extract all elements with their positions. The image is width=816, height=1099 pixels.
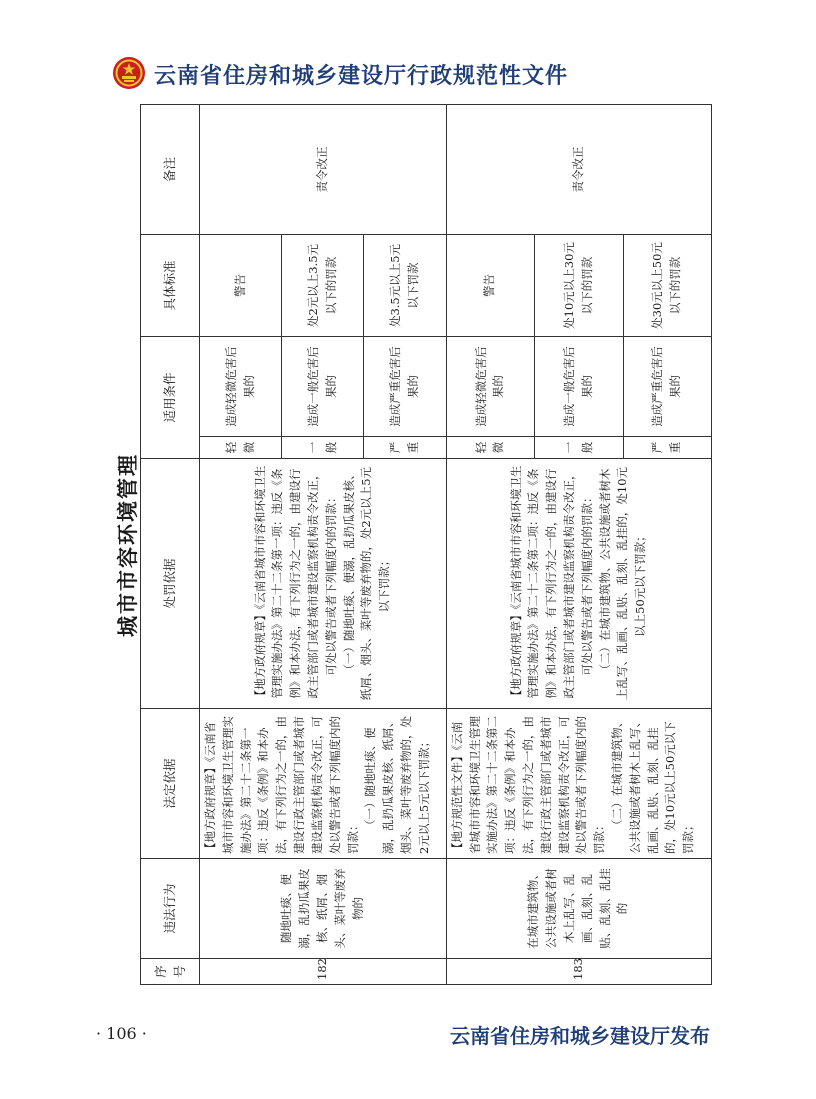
- standard-cell: 警告: [446, 234, 534, 336]
- rotated-content: [112, 105, 712, 985]
- col-header-act: 违法行为: [141, 859, 200, 959]
- table-row: [200, 104, 282, 984]
- condition-cell: 造成严重危害后果的: [623, 336, 712, 436]
- standard-cell: 处30元以上50元以下的罚款: [623, 234, 712, 336]
- col-header-legal: 法定依据: [141, 709, 200, 859]
- page-number: · 106 ·: [96, 1024, 147, 1043]
- level-label: 严重: [364, 437, 446, 459]
- standard-cell: 警告: [200, 234, 282, 336]
- penalty-basis-para: 【地方政府规章】《云南省城市市容和环境卫生管理实施办法》第二十二条第一项：违反《条例》和本办法，有下列行为之一的，由建设行政主管部门或者城市建设监察机构责令改正，可处以警告或者下列幅度内的罚款：: [252, 465, 338, 702]
- violation-act: 随地吐痰、便溺，乱扔瓜果皮核、纸屑、烟头、菜叶等废弃物的: [200, 859, 447, 959]
- penalty-basis-para: （一）随地吐痰、便溺，乱扔瓜果皮核、纸屑、烟头、菜叶等废弃物的，处2元以上5元以下罚款；: [341, 466, 392, 701]
- level-label: 一般: [282, 437, 364, 459]
- standard-cell: 处2元以上3.5元以下的罚款: [282, 234, 364, 336]
- legal-basis: [446, 709, 711, 859]
- section-title: 城市市容环境管理: [115, 453, 140, 637]
- penalty-basis-para: （二）在城市建筑物、公共设施或者树木上乱写、乱画、乱贴、乱刻、乱挂的，处10元以上50元以下罚款；: [597, 466, 648, 701]
- col-header-no: 序号: [141, 959, 200, 985]
- penalty-basis: [446, 459, 711, 709]
- header-title: 云南省住房和城乡建设厅行政规范性文件: [154, 64, 569, 89]
- penalty-basis: [200, 459, 447, 709]
- level-label: 一般: [535, 437, 623, 459]
- page-header: [112, 52, 752, 96]
- col-header-penalty: 处罚依据: [141, 459, 200, 709]
- legal-basis: [200, 709, 447, 859]
- violation-act: 在城市建筑物、公共设施或者树木上乱写、乱画、乱刻、乱贴、乱刻、乱挂的: [446, 859, 711, 959]
- penalty-table: [140, 104, 712, 985]
- publisher-footer: 云南省住房和城乡建设厅发布: [450, 1024, 710, 1048]
- level-label: 轻微: [200, 437, 282, 459]
- standard-cell: 处10元以上30元以下的罚款: [535, 234, 623, 336]
- legal-basis-para: （二）在城市建筑物、公共设施或者树木上乱写、乱画、乱贴、乱刻、乱挂的，处10元以上50元以下罚款；: [610, 716, 696, 854]
- level-label: 轻微: [446, 437, 534, 459]
- penalty-basis-para: 【地方政府规章】《云南省城市市容和环境卫生管理实施办法》第二十二条第二项：违反《条例》和本办法，有下列行为之一的，由建设行政主管部门或者城市建设监察机构责令改正，可处以警告或者下列幅度内的罚款：: [508, 465, 594, 702]
- col-header-condition: 适用条件: [141, 336, 200, 458]
- condition-cell: 造成轻微危害后果的: [200, 336, 282, 436]
- table-header-row: [141, 104, 200, 984]
- remark-cell: 责令改正: [200, 104, 447, 234]
- condition-cell: 造成一般危害后果的: [535, 336, 623, 436]
- legal-basis-para: 【地方规范性文件】《云南省城市市容和环境卫生管理实施办法》第二十二条第二项：违反《条例》和本办法，有下列行为之一的，由建设行政主管部门或者城市建设监察机构责令改正，可处以警告或者下列幅度内的罚款：: [449, 716, 607, 854]
- national-emblem-icon: [112, 56, 146, 90]
- row-number: 182: [200, 959, 447, 985]
- remark-cell: 责令改正: [446, 104, 711, 234]
- condition-cell: 造成严重危害后果的: [364, 336, 446, 436]
- condition-cell: 造成轻微危害后果的: [446, 336, 534, 436]
- col-header-standard: 具体标准: [141, 234, 200, 336]
- standard-cell: 处3.5元以上5元以下罚款: [364, 234, 446, 336]
- row-number: 183: [446, 959, 711, 985]
- level-label: 严重: [623, 437, 712, 459]
- legal-basis-para: 【地方政府规章】《云南省城市市容和环境卫生管理实施办法》第二十二条第一项：违反《条例》和本办法，有下列行为之一的，由建设行政主管部门或者城市建设监察机构责令改正，可处以警告或者下列幅度内的罚款：: [203, 716, 360, 854]
- table-row: [446, 104, 534, 984]
- legal-basis-para: （一）随地吐痰、便溺，乱扔瓜果皮核、纸屑、烟头、菜叶等废弃物的，处2元以上5元以下罚款；: [363, 716, 431, 854]
- condition-cell: 造成一般危害后果的: [282, 336, 364, 436]
- col-header-remark: 备注: [141, 104, 200, 234]
